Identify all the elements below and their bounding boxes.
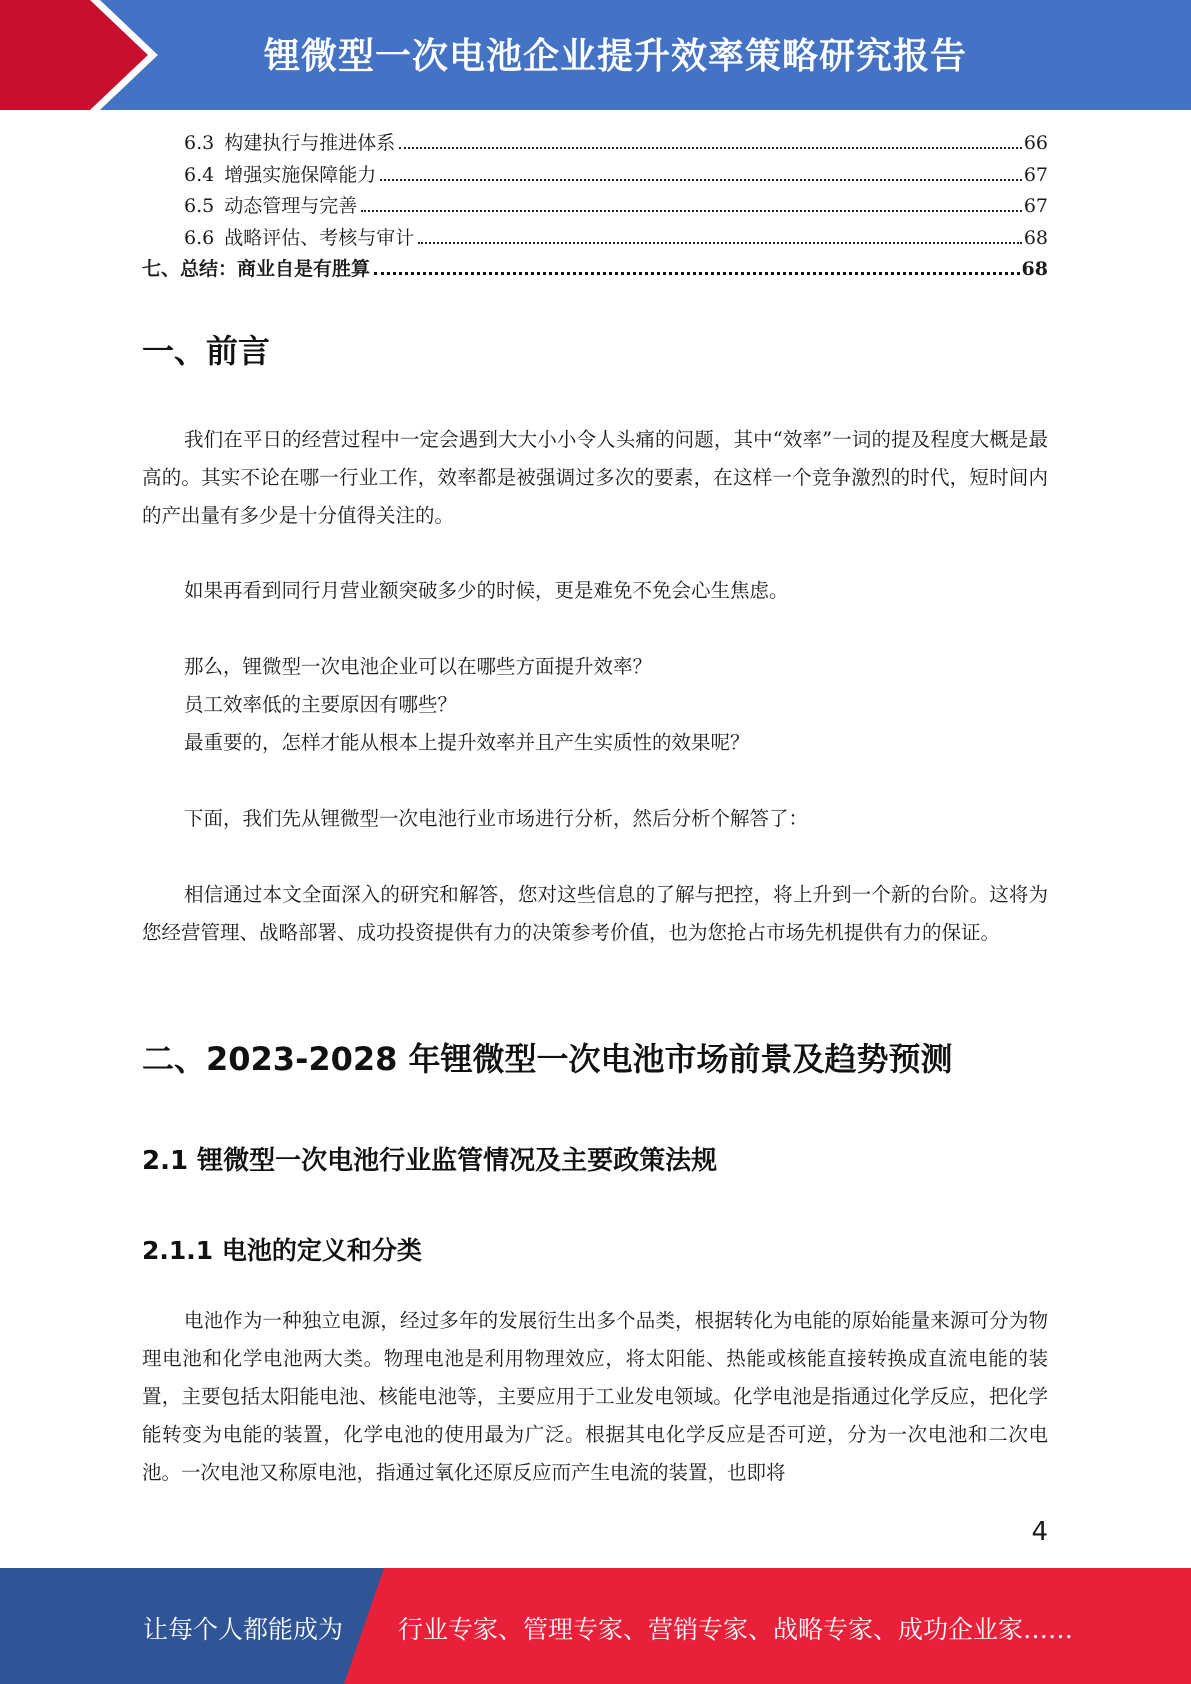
toc-entry[interactable] <box>142 254 1048 286</box>
page-header <box>0 0 1191 110</box>
intro-paragraph-3: 下面，我们先从锂微型一次电池行业市场进行分析，然后分析个解答了： <box>184 807 809 830</box>
toc-entry[interactable] <box>142 223 1048 255</box>
toc-entry-number: 6.6 <box>184 226 215 249</box>
page-footer <box>0 1568 1191 1684</box>
toc-entry-page: 68 <box>1021 258 1048 280</box>
intro-paragraph-1: 我们在平日的经营过程中一定会遇到大大小小令人头痛的问题，其中“效率”一词的提及程度大概是最高的。其实不论在哪一行业工作，效率都是被强调过多次的要素，在这样一个竞争激烈的时代，短时间内的产出量有多少是十分值得关注的。 <box>142 428 1048 527</box>
toc-leader-dots <box>361 210 1022 212</box>
report-title: 锂微型一次电池企业提升效率策略研究报告 <box>263 36 967 77</box>
intro-question-2: 员工效率低的主要原因有哪些？ <box>184 693 458 716</box>
section-heading-2: 二、2023-2028 年锂微型一次电池市场前景及趋势预测 <box>142 1040 953 1078</box>
intro-paragraph-4: 相信通过本文全面深入的研究和解答，您对这些信息的了解与把控，将上升到一个新的台阶。这将为您经营管理、战略部署、成功投资提供有力的决策参考价值，也为您抢占市场先机提供有力的保证。 <box>142 883 1048 944</box>
section-heading-1: 一、前言 <box>142 332 271 370</box>
table-of-contents <box>142 128 1048 286</box>
page-number: 4 <box>1031 1517 1048 1547</box>
footer-slogan-right: 行业专家、管理专家、营销专家、战略专家、成功企业家…… <box>398 1615 1074 1644</box>
toc-entry[interactable] <box>142 128 1048 160</box>
toc-entry-number: 6.3 <box>184 132 215 154</box>
toc-leader-dots <box>380 179 1022 181</box>
toc-entry-page: 67 <box>1023 163 1048 186</box>
subsection-heading-2-1-1: 2.1.1 电池的定义和分类 <box>142 1236 422 1265</box>
toc-entry-title: 动态管理与完善 <box>224 195 358 217</box>
intro-question-3: 最重要的，怎样才能从根本上提升效率并且产生实质性的效果呢？ <box>184 731 750 754</box>
battery-definition-paragraph: 电池作为一种独立电源，经过多年的发展衍生出多个品类，根据转化为电能的原始能量来源可分为物理电池和化学电池两大类。物理电池是利用物理效应，将太阳能、热能或核能直接转换成直流电能的装置，主要包括太阳能电池、核能电池等，主要应用于工业发电领域。化学电池是指通过化学反应，把化学能转变为电能的装置，化学电池的使用最为广泛。根据其电化学反应是否可逆，分为一次电池和二次电池。一次电池又称原电池，指通过氧化还原反应而产生电流的装置，也即将 <box>142 1309 1048 1484</box>
toc-entry-number: 6.4 <box>184 163 215 186</box>
toc-entry-title: 构建执行与推进体系 <box>224 132 396 154</box>
toc-leader-dots <box>399 147 1022 149</box>
toc-entry-number: 6.5 <box>184 195 215 217</box>
toc-entry-page: 68 <box>1023 226 1048 249</box>
toc-leader-dots <box>374 272 1020 275</box>
subsection-heading-2-1: 2.1 锂微型一次电池行业监管情况及主要政策法规 <box>142 1146 718 1176</box>
intro-paragraph-2: 如果再看到同行月营业额突破多少的时候，更是难免不免会心生焦虑。 <box>184 579 789 602</box>
intro-question-1: 那么，锂微型一次电池企业可以在哪些方面提升效率？ <box>184 655 653 678</box>
toc-entry-title: 增强实施保障能力 <box>224 163 377 186</box>
toc-entry-page: 66 <box>1023 132 1048 154</box>
toc-leader-dots <box>418 242 1022 244</box>
toc-entry-page: 67 <box>1023 195 1048 217</box>
footer-slogan-left: 让每个人都能成为 <box>143 1615 344 1644</box>
toc-entry[interactable] <box>142 191 1048 223</box>
toc-entry[interactable] <box>142 160 1048 192</box>
toc-entry-title: 战略评估、考核与审计 <box>224 226 415 249</box>
toc-entry-title: 七、总结：商业自是有胜算 <box>142 258 371 280</box>
